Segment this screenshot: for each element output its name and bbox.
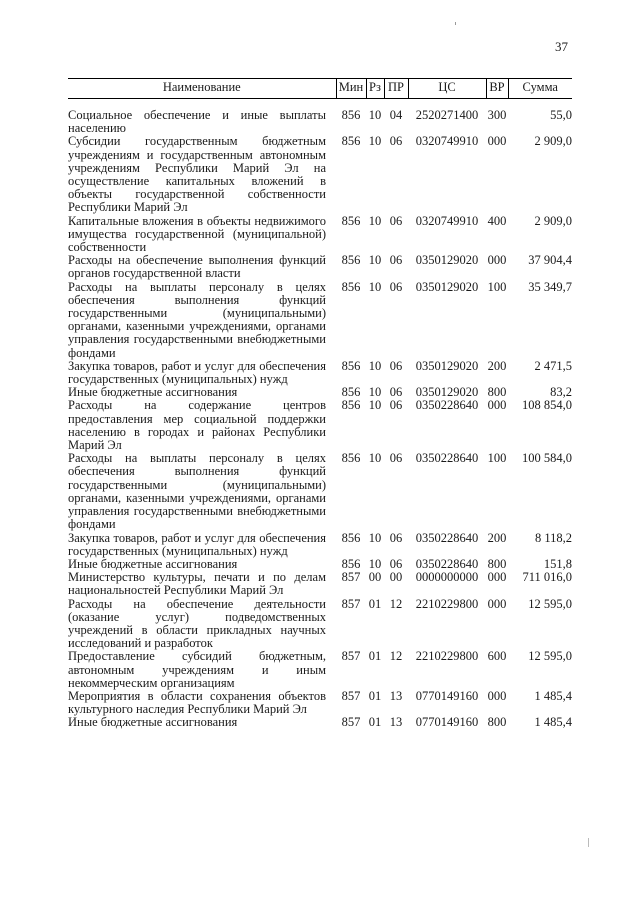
cell-rz: 10 bbox=[368, 358, 382, 373]
cell-vr: 000 bbox=[487, 688, 507, 703]
cell-rz: 10 bbox=[368, 385, 382, 400]
cell-rz: 01 bbox=[368, 715, 382, 730]
table-row bbox=[68, 135, 572, 214]
cell-name: Субсидии государственным бюджетным учреждениям и государственным автономным учреждениям Республики Марий Эл на осуществление капитальных вложений в объекты государственной собственности Республики Марий Эл bbox=[68, 134, 326, 215]
cell-sum: 83,2 bbox=[550, 385, 572, 400]
cell-name: Закупка товаров, работ и услуг для обеспечения государственных (муниципальных) нужд bbox=[68, 530, 326, 558]
table-row bbox=[68, 598, 572, 651]
cell-cs: 0350228640 bbox=[415, 451, 479, 466]
cell-cs: 0350129020 bbox=[415, 253, 479, 268]
cell-min: 856 bbox=[341, 398, 361, 413]
cell-name: Расходы на обеспечение деятельности (оказание услуг) подведомственных учреждений в области прикладных научных исследований и разработок bbox=[68, 596, 326, 651]
cell-vr: 200 bbox=[487, 358, 507, 373]
cell-sum: 108 854,0 bbox=[522, 398, 572, 413]
cell-cs: 0320749910 bbox=[415, 213, 479, 228]
cell-vr: 000 bbox=[487, 253, 507, 268]
cell-vr: 300 bbox=[487, 108, 507, 122]
cell-vr: 600 bbox=[487, 649, 507, 664]
cell-rz: 10 bbox=[368, 213, 382, 228]
cell-min: 856 bbox=[341, 530, 361, 545]
table-row bbox=[68, 452, 572, 531]
cell-sum: 2 909,0 bbox=[534, 134, 572, 149]
cell-cs: 0350129020 bbox=[415, 279, 479, 294]
cell-cs: 0350129020 bbox=[415, 358, 479, 373]
cell-vr: 000 bbox=[487, 134, 507, 149]
cell-cs: 2210229800 bbox=[415, 649, 479, 664]
cell-rz: 10 bbox=[368, 253, 382, 268]
cell-sum: 1 485,4 bbox=[534, 715, 572, 730]
header-vr: ВР bbox=[486, 79, 508, 99]
cell-name: Расходы на выплаты персоналу в целях обеспечения выполнения функций государственными (муниципальными) органами, казенными учреждениями, органами управления государственными внебюджетными фондами bbox=[68, 279, 326, 360]
cell-sum: 12 595,0 bbox=[528, 596, 572, 611]
cell-rz: 10 bbox=[368, 108, 382, 122]
cell-pr: 06 bbox=[389, 279, 403, 294]
cell-sum: 2 909,0 bbox=[534, 213, 572, 228]
table-row bbox=[68, 254, 572, 280]
cell-pr: 06 bbox=[389, 213, 403, 228]
cell-min: 856 bbox=[341, 556, 361, 571]
scan-mark bbox=[588, 838, 592, 847]
cell-sum: 12 595,0 bbox=[528, 649, 572, 664]
cell-min: 856 bbox=[341, 213, 361, 228]
cell-vr: 800 bbox=[487, 385, 507, 400]
cell-cs: 0000000000 bbox=[415, 570, 479, 585]
table-row bbox=[68, 360, 572, 386]
cell-name: Иные бюджетные ассигнования bbox=[68, 385, 238, 400]
cell-sum: 711 016,0 bbox=[522, 570, 572, 585]
page-number: 37 bbox=[555, 39, 568, 54]
cell-cs: 0350228640 bbox=[415, 398, 479, 413]
cell-pr: 13 bbox=[389, 715, 403, 730]
cell-sum: 35 349,7 bbox=[528, 279, 572, 294]
header-sum: Сумма bbox=[508, 79, 572, 99]
cell-name: Капитальные вложения в объекты недвижимого имущества государственной (муниципальной) собственности bbox=[68, 213, 326, 255]
cell-cs: 0350228640 bbox=[415, 556, 479, 571]
cell-pr: 06 bbox=[389, 398, 403, 413]
cell-rz: 10 bbox=[368, 556, 382, 571]
cell-min: 857 bbox=[341, 688, 361, 703]
cell-vr: 800 bbox=[487, 715, 507, 730]
cell-cs: 0350129020 bbox=[415, 385, 479, 400]
cell-rz: 00 bbox=[368, 570, 382, 585]
cell-cs: 2520271400 bbox=[415, 108, 479, 122]
cell-name: Закупка товаров, работ и услуг для обеспечения государственных (муниципальных) нужд bbox=[68, 358, 326, 387]
cell-min: 857 bbox=[341, 715, 361, 730]
cell-pr: 06 bbox=[389, 134, 403, 149]
table-row bbox=[68, 215, 572, 255]
cell-pr: 00 bbox=[389, 570, 403, 585]
table-row bbox=[68, 650, 572, 690]
cell-vr: 000 bbox=[487, 398, 507, 413]
header-rz: Рз bbox=[366, 79, 384, 99]
cell-min: 856 bbox=[341, 108, 361, 122]
cell-rz: 10 bbox=[368, 398, 382, 413]
cell-vr: 800 bbox=[487, 556, 507, 571]
cell-rz: 01 bbox=[368, 688, 382, 703]
cell-min: 856 bbox=[341, 385, 361, 400]
cell-name: Расходы на обеспечение выполнения функций органов государственной власти bbox=[68, 253, 326, 281]
table-row bbox=[68, 716, 572, 729]
table-row bbox=[68, 99, 572, 136]
table-row bbox=[68, 399, 572, 452]
cell-min: 857 bbox=[341, 570, 361, 585]
cell-min: 857 bbox=[341, 649, 361, 664]
header-min: Мин bbox=[336, 79, 366, 99]
cell-sum: 8 118,2 bbox=[534, 530, 572, 545]
cell-vr: 100 bbox=[487, 451, 507, 466]
cell-name: Иные бюджетные ассигнования bbox=[68, 556, 238, 571]
cell-rz: 10 bbox=[368, 530, 382, 545]
table-row bbox=[68, 281, 572, 360]
cell-min: 856 bbox=[341, 134, 361, 149]
cell-sum: 2 471,5 bbox=[534, 358, 572, 373]
cell-cs: 0350228640 bbox=[415, 530, 479, 545]
cell-vr: 400 bbox=[487, 213, 507, 228]
budget-table bbox=[68, 78, 572, 730]
header-cs: ЦС bbox=[408, 79, 486, 99]
cell-name: Предоставление субсидий бюджетным, автономным учреждениям и иным некоммерческим организациям bbox=[68, 649, 326, 690]
cell-rz: 01 bbox=[368, 649, 382, 664]
cell-pr: 13 bbox=[389, 688, 403, 703]
scan-mark bbox=[455, 22, 456, 25]
cell-pr: 06 bbox=[389, 556, 403, 571]
cell-name: Иные бюджетные ассигнования bbox=[68, 715, 238, 730]
table-header-row bbox=[68, 79, 572, 99]
cell-cs: 2210229800 bbox=[415, 596, 479, 611]
table-body bbox=[68, 99, 572, 730]
cell-name: Социальное обеспечение и иные выплаты населению bbox=[68, 108, 326, 136]
table-row bbox=[68, 532, 572, 558]
cell-min: 857 bbox=[341, 596, 361, 611]
cell-sum: 1 485,4 bbox=[534, 688, 572, 703]
cell-name: Министерство культуры, печати и по делам национальностей Республики Марий Эл bbox=[68, 570, 326, 598]
cell-min: 856 bbox=[341, 358, 361, 373]
cell-name: Расходы на выплаты персоналу в целях обеспечения выполнения функций государственными (муниципальными) органами, казенными учреждениями, органами управления государственными внебюджетными фондами bbox=[68, 451, 326, 532]
cell-pr: 06 bbox=[389, 358, 403, 373]
cell-cs: 0770149160 bbox=[415, 715, 479, 730]
cell-name: Расходы на содержание центров предоставления мер социальной поддержки населению в городах и районах Республики Марий Эл bbox=[68, 398, 326, 453]
cell-rz: 10 bbox=[368, 451, 382, 466]
cell-rz: 10 bbox=[368, 134, 382, 149]
table-row bbox=[68, 690, 572, 716]
cell-min: 856 bbox=[341, 279, 361, 294]
cell-pr: 06 bbox=[389, 385, 403, 400]
cell-cs: 0770149160 bbox=[415, 688, 479, 703]
cell-rz: 01 bbox=[368, 596, 382, 611]
cell-min: 856 bbox=[341, 253, 361, 268]
cell-vr: 000 bbox=[487, 570, 507, 585]
cell-sum: 100 584,0 bbox=[522, 451, 572, 466]
cell-vr: 000 bbox=[487, 596, 507, 611]
cell-pr: 06 bbox=[389, 530, 403, 545]
cell-pr: 12 bbox=[389, 596, 403, 611]
cell-min: 856 bbox=[341, 451, 361, 466]
cell-cs: 0320749910 bbox=[415, 134, 479, 149]
cell-pr: 06 bbox=[389, 253, 403, 268]
header-name: Наименование bbox=[68, 79, 336, 99]
cell-sum: 37 904,4 bbox=[528, 253, 572, 268]
table-row bbox=[68, 571, 572, 597]
cell-name: Мероприятия в области сохранения объектов культурного наследия Республики Марий Эл bbox=[68, 688, 326, 717]
cell-rz: 10 bbox=[368, 279, 382, 294]
cell-pr: 06 bbox=[389, 451, 403, 466]
cell-vr: 100 bbox=[487, 279, 507, 294]
cell-vr: 200 bbox=[487, 530, 507, 545]
cell-pr: 04 bbox=[389, 108, 403, 122]
cell-sum: 151,8 bbox=[543, 556, 572, 571]
header-pr: ПР bbox=[384, 79, 408, 99]
cell-pr: 12 bbox=[389, 649, 403, 664]
cell-sum: 55,0 bbox=[550, 108, 572, 122]
